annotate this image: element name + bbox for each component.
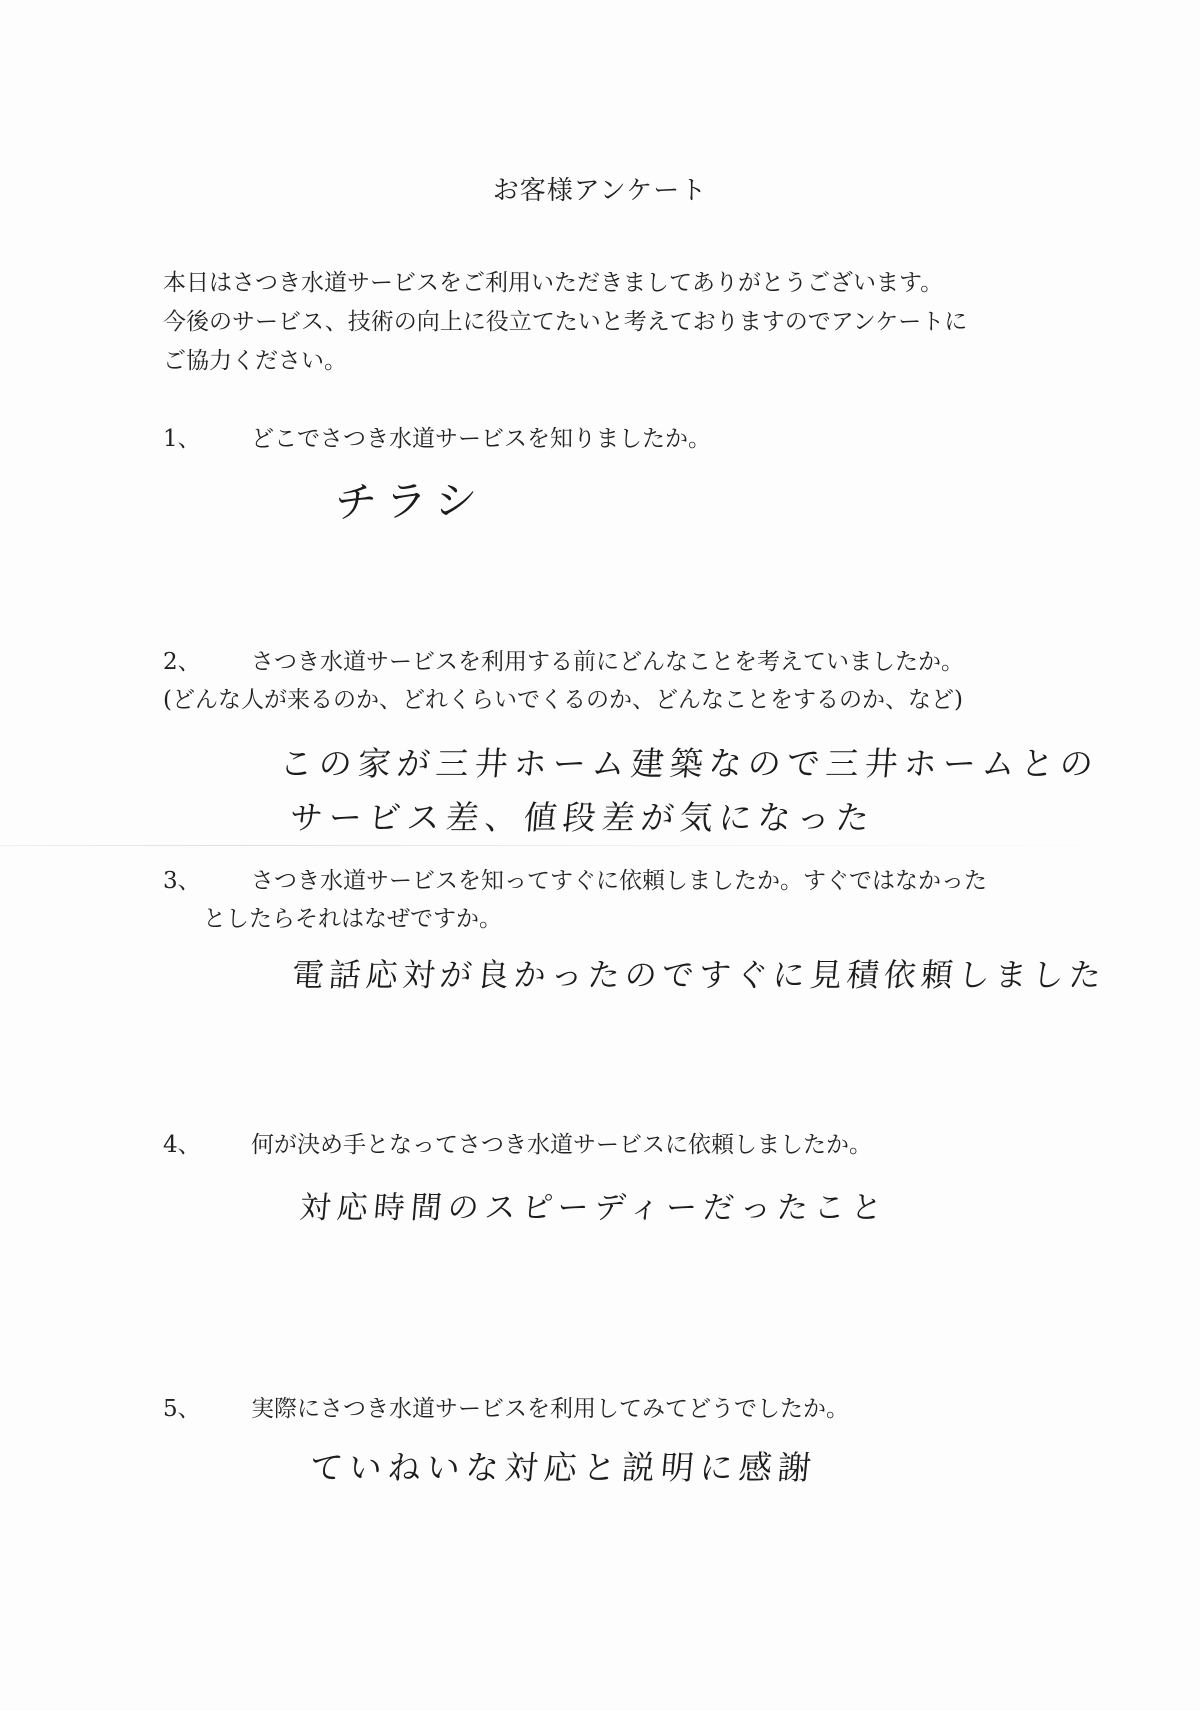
question-number: 5、 — [163, 1396, 201, 1422]
question-text: 何が決め手となってさつき水道サービスに依頼しましたか。 — [251, 1132, 872, 1158]
handwritten-answer-4: 対応時間のスピーディーだったこと — [298, 1190, 890, 1226]
intro-line: 本日はさつき水道サービスをご利用いただきましてありがとうございます。 — [163, 270, 944, 296]
question-number: 3、 — [163, 868, 201, 894]
handwritten-answer-2-line-1: この家が三井ホーム建築なので三井ホームとの — [278, 744, 1101, 783]
question-text: どこでさつき水道サービスを知りましたか。 — [251, 426, 711, 452]
question-number: 1、 — [163, 426, 201, 452]
question-subtext: (どんな人が来るのか、どれくらいでくるのか、どんなことをするのか、など) — [163, 687, 963, 713]
handwritten-answer-3: 電話応対が良かったのですぐに見積依頼しました — [290, 956, 1108, 994]
scan-artifact — [0, 845, 1200, 846]
question-number: 4、 — [163, 1132, 201, 1158]
intro-text — [163, 264, 1093, 381]
page-title: お客様アンケート — [492, 176, 708, 206]
question-text: 実際にさつき水道サービスを利用してみてどうでしたか。 — [251, 1396, 849, 1422]
handwritten-answer-2-line-2: サービス差、値段差が気になった — [288, 798, 877, 837]
question-number: 2、 — [163, 649, 201, 675]
intro-line: 今後のサービス、技術の向上に役立てたいと考えておりますのでアンケートに — [163, 309, 968, 335]
handwritten-answer-5: ていねいな対応と説明に感謝 — [308, 1448, 819, 1487]
question-text: さつき水道サービスを知ってすぐに依頼しましたか。すぐではなかった — [251, 868, 987, 894]
intro-line: ご協力ください。 — [163, 348, 347, 374]
handwritten-answer-1: チラシ — [332, 475, 487, 528]
question-text: さつき水道サービスを利用する前にどんなことを考えていましたか。 — [251, 649, 964, 675]
question-subtext: としたらそれはなぜですか。 — [203, 906, 502, 932]
